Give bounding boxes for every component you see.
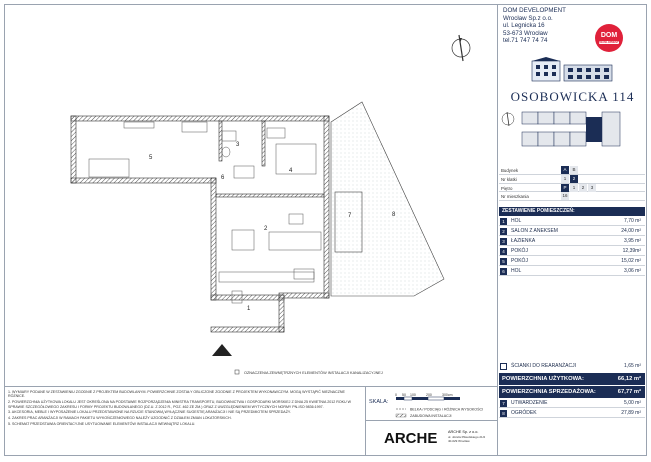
room-label-8: 8 — [392, 212, 396, 218]
project-title: OSOBOWICKA 114 — [510, 89, 635, 104]
svg-text:ARCHE Sp. z o.o.: ARCHE Sp. z o.o. — [448, 430, 479, 434]
notes-block — [4, 386, 366, 456]
selected-unit-marker — [586, 117, 602, 142]
floor-plan — [4, 4, 497, 386]
scale-tick-300: 300cm — [442, 393, 453, 397]
dom-development-logo: DOM DEVELOPMENT — [595, 24, 623, 52]
info-row-stair: Nr klatki 1 2 — [499, 175, 645, 184]
floor-option-p: P — [561, 184, 569, 192]
garden-area — [331, 102, 444, 296]
note-4: 4. ZAKRES PRAC ARANŻACJI W RAMACH PAKIETU WYKOŃCZENIOWEGO NALEŻY UZGODNIĆ Z DZIAŁEM ZMIAN LOKATORSKICH. — [8, 416, 232, 421]
entrance-arrow-icon — [212, 344, 232, 356]
room-label-1: 1 — [247, 306, 251, 312]
room-label-4: 4 — [289, 168, 293, 174]
developer-info — [503, 7, 566, 45]
plan-legend-text: OZNACZENIA ZEWNĘTRZNYCH ELEMENTÓW INSTALACJI KANALIZACYJNEJ — [244, 371, 383, 375]
stair-option-2: 2 — [570, 175, 578, 183]
developer-company: Wrocław Sp.z o.o. — [503, 14, 553, 22]
building-option-b: B — [570, 166, 578, 174]
developer-city: 53-673 Wrocław — [503, 29, 548, 37]
scale-label: SKALA: — [369, 399, 389, 405]
developer-street: ul. Legnicka 16 — [503, 22, 545, 30]
building-illustration — [530, 57, 615, 83]
extra-row: 8 OGRÓDEK 27,89 m² — [499, 409, 645, 418]
room-label-6: 6 — [221, 175, 225, 181]
compass-icon — [452, 35, 470, 61]
svg-text:ARCHE: ARCHE — [384, 430, 438, 447]
plan-legend — [235, 370, 383, 375]
architect-logo-box — [366, 420, 497, 456]
extra-row: 7 UTWARDZENIE 5,00 m² — [499, 399, 645, 408]
note-5: 5. SCHEMAT PRZEDSTAWIA ORIENTACYJNE USYTUOWANIE ELEMENTÓW INSTALACJI WEWNĄTRZ LOKALU. — [8, 422, 196, 426]
key-plan — [500, 107, 645, 162]
scale-tick-0: 0 — [395, 393, 397, 397]
sale-area-value: 67,77 m² — [617, 389, 641, 395]
room-row: 5 POKÓJ 15,02 m² — [499, 257, 645, 266]
room-label-5: 5 — [149, 155, 153, 161]
rooms-heading: ZESTAWIENIE POMIESZCZEŃ: — [499, 207, 645, 216]
info-row-building: Budynek A B — [499, 166, 645, 175]
room-row: 1 HOL 7,70 m² — [499, 217, 645, 226]
sale-area-row — [499, 386, 645, 398]
stair-option-1: 1 — [561, 175, 569, 183]
note-1: 1. WYMIARY PODANE W ZESTAWIENIU ZGODNIE Z PROJEKTEM BUDOWLANYM. POWIERZCHNIE ZOSTAŁY OBLICZONE ZGODNIE Z PROJEKTEM WYKONAWCZYM. MOGĄ WYSTĄPIĆ NIEZNACZNE RÓŻNICE. — [8, 390, 345, 399]
arche-logo — [384, 430, 486, 447]
room-label-7: 7 — [348, 213, 352, 219]
usable-area-label: POWIERZCHNIA UŻYTKOWA: — [502, 376, 584, 382]
scale-bar — [366, 387, 497, 421]
room-row: 6 HOL 3,06 m² — [499, 267, 645, 276]
walls-rearrange-row: ŚCIANKI DO REARANŻACJI 1,65 m² — [499, 362, 645, 371]
note-2: 2. POWIERZCHNIA UŻYTKOWA LOKALU JEST OKREŚLONA NA PODSTAWIE ROZPORZĄDZENIA MINISTRA TRANSPORTU, BUDOWNICTWA I GOSPODARKI MORSKIEJ Z DNIA 25 KWIETNIA 2012 ROKU W SPRAWIE SZCZEGÓŁOWEGO ZAKRESU I FORMY PROJEKTU BUDOWLANEGO (DZ.U. Z 2012 R., POZ. 462 ZE ZM.) ORAZ Z UWZGLĘDNIENIEM WYTYCZNYCH NORMY PN-ISO 9836:1997. — [8, 400, 351, 409]
developer-phone: tel.71 747 74 74 — [503, 37, 548, 45]
room-label-3: 3 — [236, 142, 240, 148]
developer-name: DOM DEVELOPMENT — [503, 7, 566, 14]
scale-legend-install: ZABUDOWA INSTALACJI — [410, 414, 452, 418]
building-option-a: A — [561, 166, 569, 174]
unit-info-table — [499, 166, 645, 201]
svg-text:40-029 Wrocław: 40-029 Wrocław — [448, 439, 470, 443]
unit-number: 16 — [562, 193, 568, 199]
info-row-floor: Piętro P 1 2 3 — [499, 184, 645, 193]
sale-area-label: POWIERZCHNIA SPRZEDAŻOWA: — [502, 389, 596, 395]
note-3: 3. AKCESORIA, MEBLE I WYPOSAŻENIE LOKALU PRZEDSTAWIONE NA RZUCIE STANOWIĄ WYŁĄCZNIE SUGESTIĘ ARANŻACJI I NIE SĄ PRZEDMIOTEM SPRZEDAŻY. — [8, 410, 291, 415]
scale-tick-50: 50 — [402, 393, 406, 397]
scale-legend-beam: BELKA / PODCIĄG / RÓŻNICA WYSOKOŚCI — [410, 407, 484, 412]
scale-tick-100: 100 — [410, 393, 416, 397]
usable-area-row — [499, 373, 645, 385]
info-row-unit: Nr mieszkania 16 — [499, 192, 645, 201]
usable-area-value: 66,12 m² — [617, 376, 641, 382]
floor-option-2: 2 — [579, 184, 587, 192]
room-row: 2 SALON Z ANEKSEM 24,00 m² — [499, 227, 645, 236]
furniture — [89, 122, 321, 303]
room-label-2: 2 — [264, 226, 268, 232]
room-row: 4 POKÓJ 12,39m² — [499, 247, 645, 256]
svg-text:ul. Józefa Piłsudskiego 21/2: ul. Józefa Piłsudskiego 21/2 — [448, 435, 486, 439]
floor-option-3: 3 — [588, 184, 596, 192]
room-row: 3 ŁAZIENKA 3,95 m² — [499, 237, 645, 246]
floor-option-1: 1 — [570, 184, 578, 192]
scale-tick-200: 200 — [426, 393, 432, 397]
